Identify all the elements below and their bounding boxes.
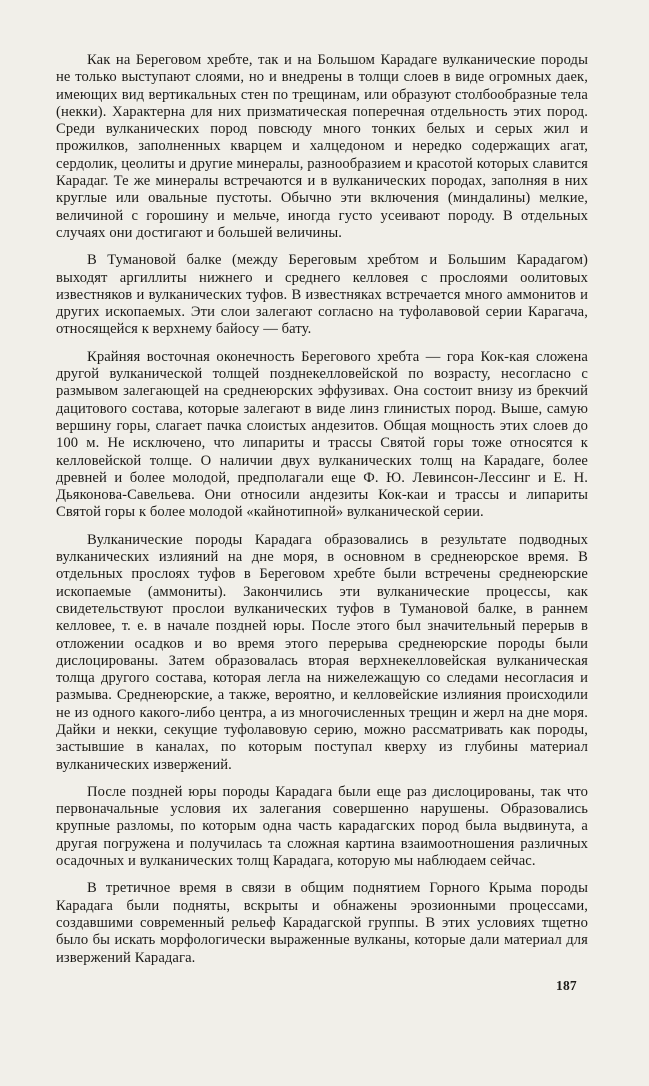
page-body <box>56 52 588 977</box>
paragraph-3: Крайняя восточная оконечность Берегового хребта — гора Кок-кая сложена другой вулканической толщей позднекелловейской по возрасту, несогласно с размывом залегающей на среднеюрских эффузивах. Она состоит внизу из брекчий дацитового состава, которые залегают в виде линз глинистых пород. Выше, самую вершину горы, слагает пачка слоистых андезитов. Общая мощность этих слоев до 100 м. Не исключено, что липариты и трассы Святой горы тоже относятся к келловейской толще. О наличии двух вулканических толщ на Карадаге, более древней и более молодой, предполагали еще Ф. Ю. Левинсон-Лессинг и Е. Н. Дьяконова-Савельева. Они относили андезиты Кок-каи и трассы и липариты Святой горы к более молодой «кайнотипной» вулканической серии. <box>56 348 588 521</box>
paragraph-4: Вулканические породы Карадага образовались в результате подводных вулканических излияний на дне моря, в основном в среднеюрское время. В отдельных прослоях туфов в Береговом хребте были встречены среднеюрские ископаемые (аммониты). Закончились эти вулканические процессы, как свидетельствуют прослои вулканических туфов в Тумановой балке, в раннем келловее, т. е. в начале поздней юры. После этого был значительный перерыв в отложении осадков и во время этого перерыва среднеюрские породы были дислоцированы. Затем образовалась вторая верхнекелловейская вулканическая толща другого состава, которая легла на нижележащую со следами несогласия и размыва. Среднеюрские, а также, вероятно, и келловейские излияния происходили не из одного какого-либо центра, а из многочисленных трещин и жерл на дне моря. Дайки и некки, секущие туфолавовую серию, можно рассматривать как породы, застывшие в каналах, по которым поступал кверху из глубины материал вулканических извержений. <box>56 531 588 773</box>
paragraph-5: После поздней юры породы Карадага были еще раз дислоцированы, так что первоначальные условия их залегания совершенно нарушены. Образовались крупные разломы, по которым одна часть карадагских пород была выдвинута, а другая погружена и получилась та сложная картина взаимоотношения различных осадочных и вулканических толщ Карадага, которую мы наблюдаем сейчас. <box>56 783 588 870</box>
paragraph-6: В третичное время в связи в общим поднятием Горного Крыма породы Карадага были подняты, вскрыты и обнажены эрозионными процессами, создавшими современный рельеф Карадагской группы. В этих условиях тщетно было бы искать морфологически выраженные вулканы, которые дали материал для извержений Карадага. <box>56 880 588 966</box>
page-number: 187 <box>556 978 577 993</box>
paragraph-1: Как на Береговом хребте, так и на Большом Карадаге вулканические породы не только выступают слоями, но и внедрены в толщи слоев в виде огромных даек, имеющих вид вертикальных стен по трещинам, или образуют столбообразные тела (некки). Характерна для них призматическая поперечная отдельность этих пород. Среди вулканических пород повсюду много тонких белых и серых жил и прожилков, заполненных кварцем и халцедоном и нередко содержащих агат, сердолик, цеолиты и другие минералы, разнообразием и красотой которых славится Карадаг. Те же минералы встречаются и в вулканических породах, заполняя в них круглые или овальные пустоты. Обычно эти включения (миндалины) мелкие, величиной с горошину и мельче, иногда густо усеивают породу. В отдельных случаях они достигают и большей величины. <box>56 52 588 241</box>
paragraph-2: В Тумановой балке (между Береговым хребтом и Большим Карадагом) выходят аргиллиты нижнего и среднего келловея с прослоями оолитовых известняков и вулканических туфов. В известняках встречается много аммонитов и других ископаемых. Эти слои залегают согласно на туфолавовой серии Карагача, относящейся к верхнему байосу — бату. <box>56 252 588 338</box>
